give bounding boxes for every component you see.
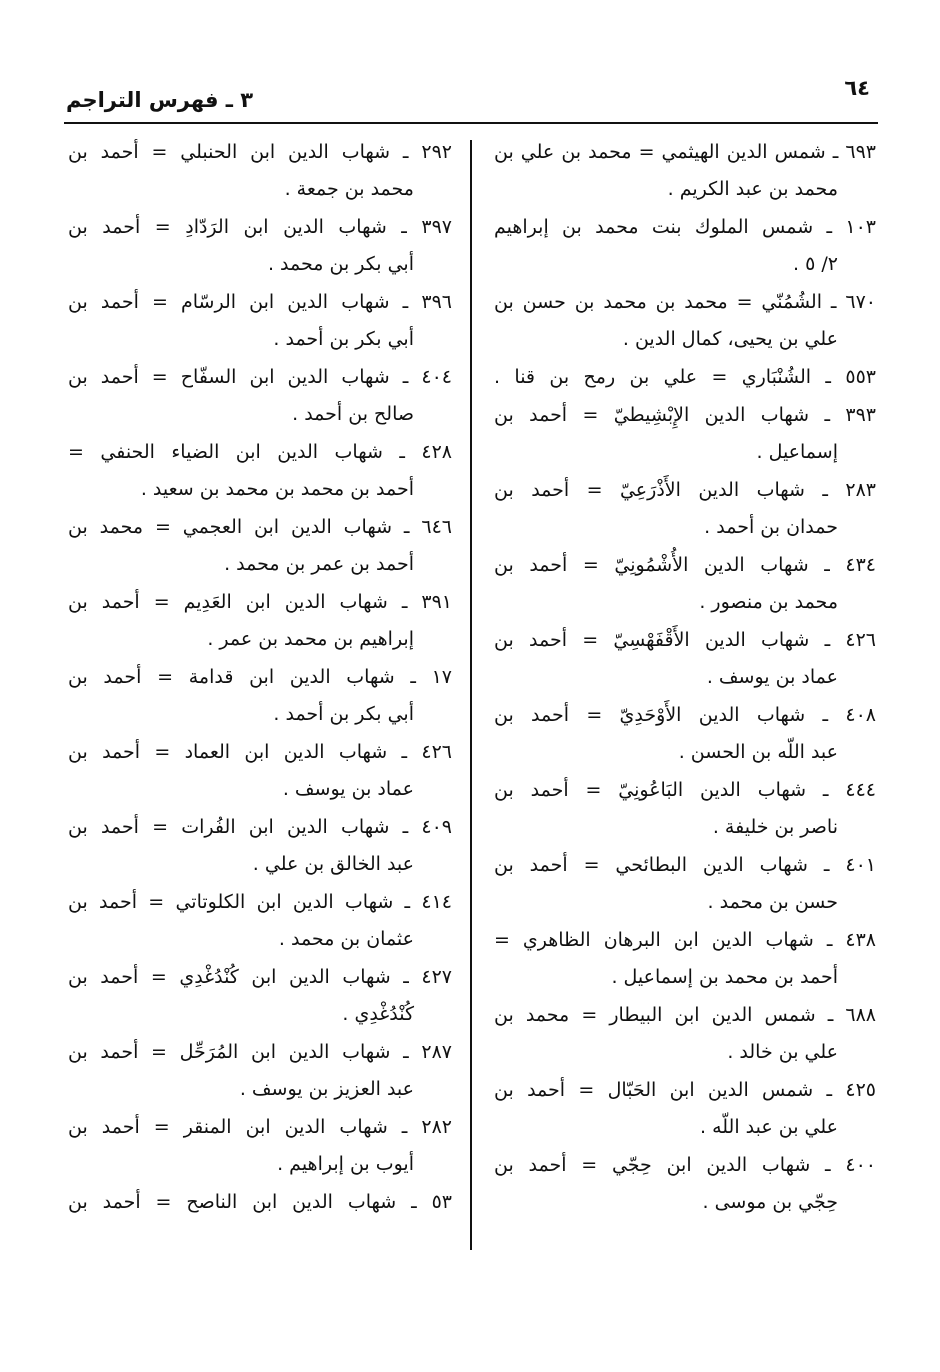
entry-heading: ٦٤٦ ـ شهاب الدين ابن العجمي = محمد بن bbox=[68, 516, 452, 538]
entry-continuation: حِجّي بن موسى . bbox=[702, 1191, 838, 1213]
entry-continuation: إبراهيم بن محمد بن عمر . bbox=[207, 628, 414, 650]
index-entry bbox=[494, 134, 876, 208]
index-entry bbox=[68, 284, 452, 358]
index-entry bbox=[494, 1072, 876, 1146]
entry-heading: ٣٩٧ ـ شهاب الدين ابن الرَدّادِ = أحمد بن bbox=[68, 216, 452, 238]
index-entry bbox=[494, 397, 876, 471]
index-entry bbox=[494, 209, 876, 283]
page-number: ٦٤ bbox=[844, 76, 870, 100]
entry-heading: ٤٢٦ ـ شهاب الدين الأَقْفَهْسِيّ = أحمد بن bbox=[494, 629, 876, 651]
entry-heading: ٤٢٥ ـ شمس الدين ابن الحَبّال = أحمد بن bbox=[494, 1079, 876, 1101]
index-entry bbox=[494, 472, 876, 546]
entry-heading: ١٠٣ ـ شمس الملوك بنت محمد بن إبراهيم bbox=[494, 216, 876, 238]
index-entry bbox=[68, 884, 452, 958]
section-title: ٣ ـ فهرس التراجم bbox=[66, 88, 254, 112]
index-entry bbox=[68, 959, 452, 1033]
entry-heading: ٦٩٣ ـ شمس الدين الهيثمي = محمد بن علي بن bbox=[494, 141, 876, 163]
index-entry bbox=[494, 772, 876, 846]
entry-heading: ٥٥٣ ـ الشُنْبَاري = علي بن رمح بن قنا . bbox=[494, 366, 876, 388]
index-entry bbox=[494, 922, 876, 996]
entry-continuation: ٢/ ٥ . bbox=[793, 253, 838, 275]
entry-heading: ٢٨٧ ـ شهاب الدين ابن المُرَحِّل = أحمد بن bbox=[68, 1041, 452, 1063]
entry-heading: ٤٣٨ ـ شهاب الدين ابن البرهان الظاهري = bbox=[494, 929, 876, 951]
entry-heading: ٤٠٤ ـ شهاب الدين ابن السفّاح = أحمد بن bbox=[68, 366, 452, 388]
index-entry bbox=[494, 997, 876, 1071]
entry-continuation: عماد بن يوسف . bbox=[706, 666, 838, 688]
entry-heading: ٤٢٨ ـ شهاب الدين ابن الضياء الحنفي = bbox=[68, 441, 452, 463]
entry-heading: ٣٩٦ ـ شهاب الدين ابن الرسّام = أحمد بن bbox=[68, 291, 452, 313]
entry-continuation: إسماعيل . bbox=[756, 441, 838, 463]
entry-continuation: عثمان بن محمد . bbox=[278, 928, 414, 950]
index-entry bbox=[68, 1184, 452, 1221]
index-column-left bbox=[68, 134, 452, 1222]
entry-continuation: كُنْدُغْدِي . bbox=[342, 1003, 414, 1025]
entry-heading: ٤٠٠ ـ شهاب الدين ابن حِجّي = أحمد بن bbox=[494, 1154, 876, 1176]
entry-heading: ٢٨٢ ـ شهاب الدين ابن المنقر = أحمد بن bbox=[68, 1116, 452, 1138]
index-entry bbox=[68, 134, 452, 208]
entry-continuation: أيوب بن إبراهيم . bbox=[277, 1153, 414, 1175]
entry-continuation: محمد بن منصور . bbox=[699, 591, 838, 613]
entry-heading: ٤٠٩ ـ شهاب الدين ابن الفُرات = أحمد بن bbox=[68, 816, 452, 838]
entry-heading: ٦٧٠ ـ الشُمُنّي = محمد بن محمد بن حسن بن bbox=[494, 291, 876, 313]
entry-continuation: عبد الخالق بن علي . bbox=[252, 853, 414, 875]
index-entry bbox=[494, 622, 876, 696]
index-entry bbox=[68, 1109, 452, 1183]
entry-continuation: محمد بن عبد الكريم . bbox=[667, 178, 838, 200]
index-entry bbox=[68, 509, 452, 583]
index-entry bbox=[494, 697, 876, 771]
index-entry bbox=[68, 434, 452, 508]
entry-heading: ٢٩٢ ـ شهاب الدين ابن الحنبلي = أحمد بن bbox=[68, 141, 452, 163]
entry-heading: ٤٠١ ـ شهاب الدين البطائحي = أحمد بن bbox=[494, 854, 876, 876]
entry-heading: ٣٩١ ـ شهاب الدين ابن العَدِيم = أحمد بن bbox=[68, 591, 452, 613]
entry-continuation: عماد بن يوسف . bbox=[282, 778, 414, 800]
entry-continuation: علي بن عبد اللّه . bbox=[699, 1116, 838, 1138]
index-entry bbox=[494, 547, 876, 621]
entry-continuation: حمدان بن أحمد . bbox=[704, 516, 838, 538]
index-entry bbox=[68, 359, 452, 433]
index-entry bbox=[68, 734, 452, 808]
entry-continuation: عبد اللّه بن الحسن . bbox=[678, 741, 838, 763]
index-entry bbox=[494, 284, 876, 358]
entry-continuation: حسن بن محمد . bbox=[707, 891, 838, 913]
entry-continuation: أبي بكر بن أحمد . bbox=[273, 328, 414, 350]
entry-continuation: علي بن يحيى، كمال الدين . bbox=[622, 328, 838, 350]
entry-continuation: أحمد بن عمر بن محمد . bbox=[224, 553, 414, 575]
entry-heading: ١٧ ـ شهاب الدين ابن قدامة = أحمد بن bbox=[68, 666, 452, 688]
entry-heading: ٣٩٣ ـ شهاب الدين الإِبْشِيطيّ = أحمد بن bbox=[494, 404, 876, 426]
index-entry bbox=[494, 847, 876, 921]
entry-heading: ٤٢٧ ـ شهاب الدين ابن كُنْدُغْدِي = أحمد بن bbox=[68, 966, 452, 988]
entry-continuation: محمد بن جمعة . bbox=[284, 178, 414, 200]
entry-continuation: أبي بكر بن أحمد . bbox=[273, 703, 414, 725]
entry-heading: ٤٤٤ ـ شهاب الدين البَاعُونِيّ = أحمد بن bbox=[494, 779, 876, 801]
entry-heading: ٢٨٣ ـ شهاب الدين الأَذْرَعِيّ = أحمد بن bbox=[494, 479, 876, 501]
entry-heading: ٤٢٦ ـ شهاب الدين ابن العماد = أحمد بن bbox=[68, 741, 452, 763]
column-divider bbox=[470, 140, 472, 1250]
index-entry bbox=[68, 809, 452, 883]
index-entry bbox=[68, 659, 452, 733]
index-entry bbox=[68, 1034, 452, 1108]
header-divider bbox=[64, 122, 878, 124]
entry-continuation: ناصر بن خليفة . bbox=[712, 816, 838, 838]
entry-continuation: علي بن خالد . bbox=[727, 1041, 838, 1063]
entry-continuation: صالح بن أحمد . bbox=[292, 403, 414, 425]
index-entry bbox=[68, 209, 452, 283]
entry-continuation: عبد العزيز بن يوسف . bbox=[239, 1078, 414, 1100]
entry-heading: ٦٨٨ ـ شمس الدين ابن البيطار = محمد بن bbox=[494, 1004, 876, 1026]
entry-continuation: أبي بكر بن محمد . bbox=[267, 253, 414, 275]
index-column-right bbox=[494, 134, 876, 1222]
entry-heading: ٤١٤ ـ شهاب الدين ابن الكلوتاتي = أحمد بن bbox=[68, 891, 452, 913]
entry-heading: ٤٣٤ ـ شهاب الدين الأُشْمُونِيّ = أحمد بن bbox=[494, 554, 876, 576]
entry-heading: ٥٣ ـ شهاب الدين ابن الناصح = أحمد بن bbox=[68, 1191, 452, 1213]
entry-continuation: أحمد بن محمد بن محمد بن سعيد . bbox=[140, 478, 414, 500]
index-entry bbox=[494, 359, 876, 396]
index-entry bbox=[494, 1147, 876, 1221]
entry-heading: ٤٠٨ ـ شهاب الدين الأَوْحَدِيّ = أحمد بن bbox=[494, 704, 876, 726]
index-entry bbox=[68, 584, 452, 658]
entry-continuation: أحمد بن محمد بن إسماعيل . bbox=[611, 966, 838, 988]
